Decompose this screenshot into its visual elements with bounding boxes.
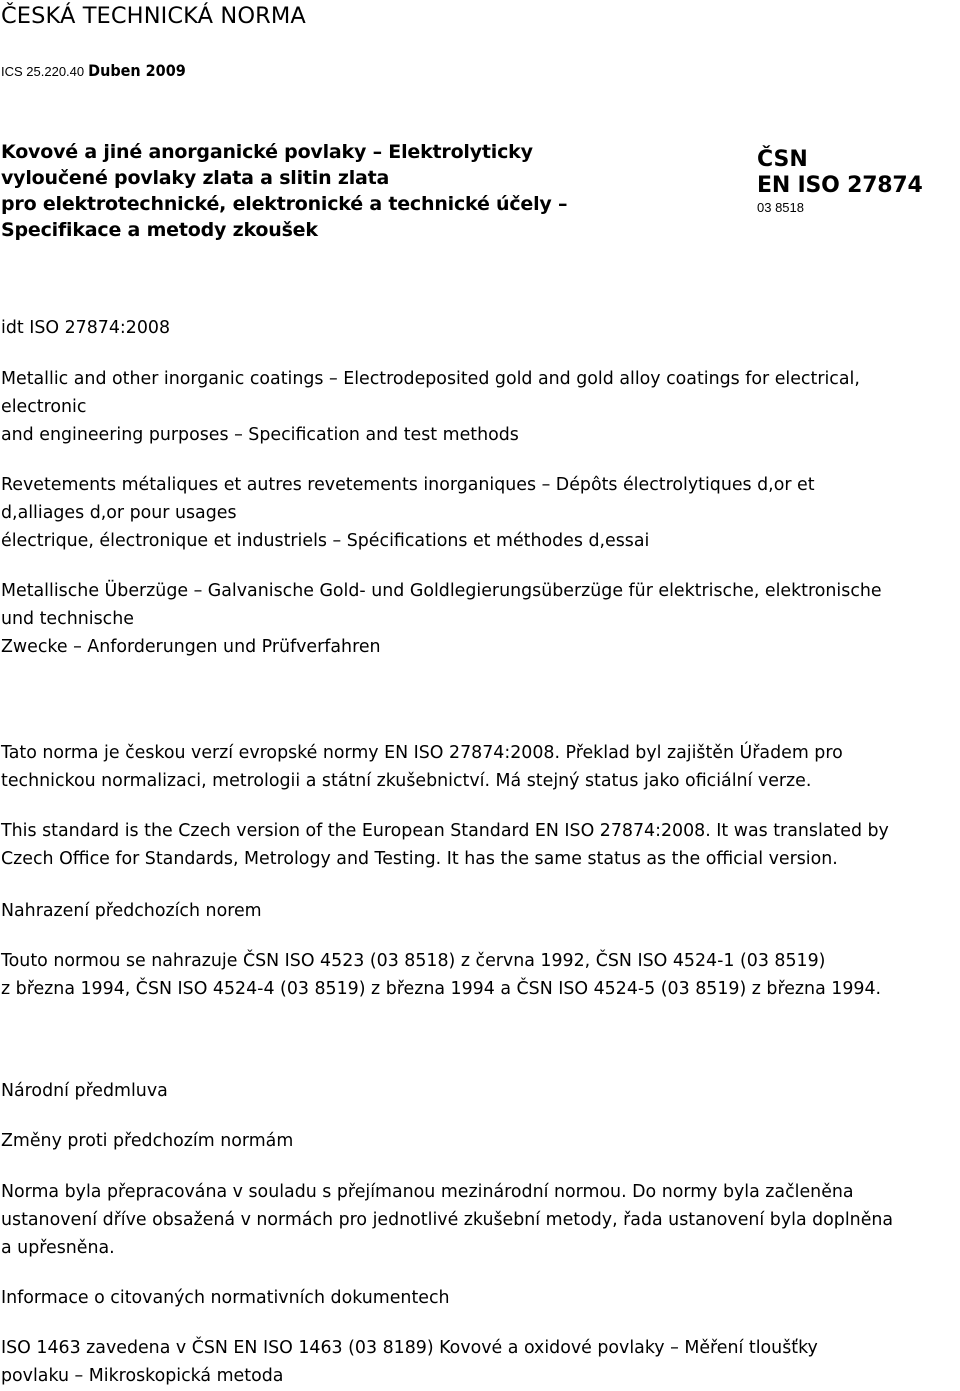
- standard-number: EN ISO 27874: [757, 173, 923, 198]
- german-title-line: Metallische Überzüge – Galvanische Gold- und Goldlegierungsüberzüge für elektrische, elektronische: [1, 581, 882, 601]
- french-title-line: d,alliages d,or pour usages: [1, 503, 237, 523]
- ics-date-line: [1, 62, 186, 81]
- english-version-note: [1, 817, 959, 873]
- czech-title-line: vyloučené povlaky zlata a slitin zlata: [1, 167, 390, 189]
- changes-heading: Změny proti předchozím normám: [1, 1131, 294, 1151]
- english-title: [1, 365, 959, 449]
- changes-line: ustanovení dříve obsažená v normách pro jednotlivé zkušební metody, řada ustanovení byla doplněna: [1, 1210, 894, 1230]
- english-title-line: and engineering purposes – Specification and test methods: [1, 425, 519, 445]
- ics-code: ICS 25.220.40: [1, 64, 85, 79]
- english-title-line: Metallic and other inorganic coatings – Electrodeposited gold and gold alloy coatings for electrical,: [1, 369, 860, 389]
- cited-documents-heading: Informace o citovaných normativních dokumentech: [1, 1288, 450, 1308]
- german-title-line: und technische: [1, 609, 134, 629]
- french-title-line: électrique, électronique et industriels – Spécifications et méthodes d,essai: [1, 531, 650, 551]
- changes-line: a upřesněna.: [1, 1238, 115, 1258]
- french-title-line: Revetements métaliques et autres revetements inorganiques – Dépôts électrolytiques d,or et: [1, 475, 815, 495]
- replacement-line: z března 1994, ČSN ISO 4524-4 (03 8519) z března 1994 a ČSN ISO 4524-5 (03 8519) z března 1994.: [1, 979, 882, 999]
- english-note-line: Czech Office for Standards, Metrology and Testing. It has the same status as the official version.: [1, 849, 838, 869]
- csn-label: ČSN: [757, 147, 808, 172]
- cited-documents-text: [1, 1334, 959, 1390]
- cited-documents-line: povlaku – Mikroskopická metoda: [1, 1366, 284, 1386]
- changes-text: [1, 1178, 959, 1262]
- german-title-line: Zwecke – Anforderungen und Prüfverfahren: [1, 637, 381, 657]
- czech-note-line: technickou normalizaci, metrologii a státní zkušebnictví. Má stejný status jako oficiální verze.: [1, 771, 812, 791]
- classification-code: 03 8518: [757, 200, 804, 215]
- standard-designation: [757, 147, 923, 217]
- german-title: [1, 577, 959, 661]
- english-note-line: This standard is the Czech version of the European Standard EN ISO 27874:2008. It was translated by: [1, 821, 889, 841]
- czech-title: [1, 139, 641, 243]
- replacement-text: [1, 947, 959, 1003]
- english-title-line: electronic: [1, 397, 87, 417]
- replacement-line: Touto normou se nahrazuje ČSN ISO 4523 (03 8518) z června 1992, ČSN ISO 4524-1 (03 8519): [1, 951, 826, 971]
- czech-title-line: Kovové a jiné anorganické povlaky – Elektrolyticky: [1, 141, 533, 163]
- czech-version-note: [1, 739, 959, 795]
- document-type-heading: ČESKÁ TECHNICKÁ NORMA: [1, 3, 306, 29]
- replacement-heading: Nahrazení předchozích norem: [1, 901, 262, 921]
- issue-date: Duben 2009: [88, 61, 186, 80]
- french-title: [1, 471, 959, 555]
- czech-title-line: pro elektrotechnické, elektronické a technické účely –: [1, 193, 568, 215]
- cited-documents-line: ISO 1463 zavedena v ČSN EN ISO 1463 (03 8189) Kovové a oxidové povlaky – Měření tloušťky: [1, 1338, 818, 1358]
- czech-note-line: Tato norma je českou verzí evropské normy EN ISO 27874:2008. Překlad byl zajištěn Úřadem pro: [1, 743, 843, 763]
- national-foreword-heading: Národní předmluva: [1, 1081, 168, 1101]
- czech-title-line: Specifikace a metody zkoušek: [1, 219, 318, 241]
- changes-line: Norma byla přepracována v souladu s přejímanou mezinárodní normou. Do normy byla začleněna: [1, 1182, 854, 1202]
- identity-reference: idt ISO 27874:2008: [1, 318, 171, 338]
